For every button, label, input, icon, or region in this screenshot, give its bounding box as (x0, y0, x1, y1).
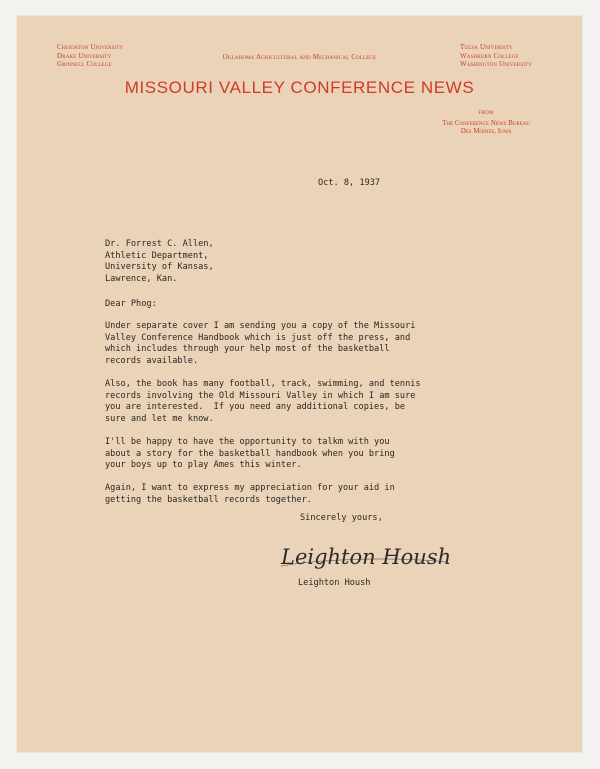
paragraph-line: Also, the book has many football, track, swimming, and tennis (105, 379, 421, 389)
masthead-title: MISSOURI VALLEY CONFERENCE NEWS (124, 78, 475, 97)
paragraph-line: Under separate cover I am sending you a copy of the Missouri (105, 321, 416, 331)
paragraph-line: which includes through your help most of the basketball (105, 344, 390, 355)
address-line: Lawrence, Kan. (105, 273, 178, 284)
paragraph-line: your boys up to play Ames this winter. (105, 460, 302, 471)
school-name: Drake University (57, 51, 112, 60)
school-name: Grinnell College (57, 60, 112, 68)
address-line: Athletic Department, (105, 250, 209, 261)
news-bureau-block (442, 110, 530, 136)
signature-text: Leighton Housh (281, 545, 452, 569)
school-name: Washburn College (459, 51, 519, 60)
bureau-location: Des Moines, Iowa (460, 127, 512, 135)
paragraph-1 (105, 321, 415, 367)
paragraph-line: you are interested. If you need any additional copies, be (105, 402, 406, 413)
paragraph-line: records involving the Old Missouri Valley in which I am sure (105, 390, 416, 401)
paragraph-line: sure and let me know. (105, 413, 214, 424)
handwritten-signature (275, 536, 455, 582)
school-name: Washington University (459, 60, 532, 68)
paragraph-3 (105, 437, 395, 472)
paragraph-line: Valley Conference Handbook which is just off the press, and (105, 332, 411, 343)
salutation: Dear Phog: (105, 299, 157, 309)
address-line: University of Kansas, (105, 262, 214, 273)
school-name: Tulsa University (459, 43, 513, 51)
recipient-address (105, 239, 214, 285)
address-line: Dr. Forrest C. Allen, (105, 239, 214, 249)
from-label: FROM (478, 111, 494, 116)
paragraph-line: about a story for the basketball handbook when you bring (105, 448, 395, 459)
signer-name: Leighton Housh (298, 578, 371, 588)
paragraph-line: Again, I want to express my appreciation for your aid in (105, 483, 395, 493)
paragraph-line: records available. (105, 355, 199, 366)
bureau-name: The Conference News Bureau (442, 118, 530, 127)
letter-date: Oct. 8, 1937 (318, 178, 381, 188)
paragraph-line: getting the basketball records together. (105, 494, 312, 505)
school-name: Oklahoma Agricultural and Mechanical College (222, 53, 377, 61)
school-name: Creighton University (57, 43, 124, 51)
closing: Sincerely yours, (300, 513, 383, 523)
paragraph-4 (105, 483, 395, 506)
paragraph-line: I'll be happy to have the opportunity to talkm with you (105, 437, 390, 447)
letterhead-right-schools (460, 43, 532, 69)
letter-page (17, 16, 582, 752)
paragraph-2 (105, 379, 421, 425)
